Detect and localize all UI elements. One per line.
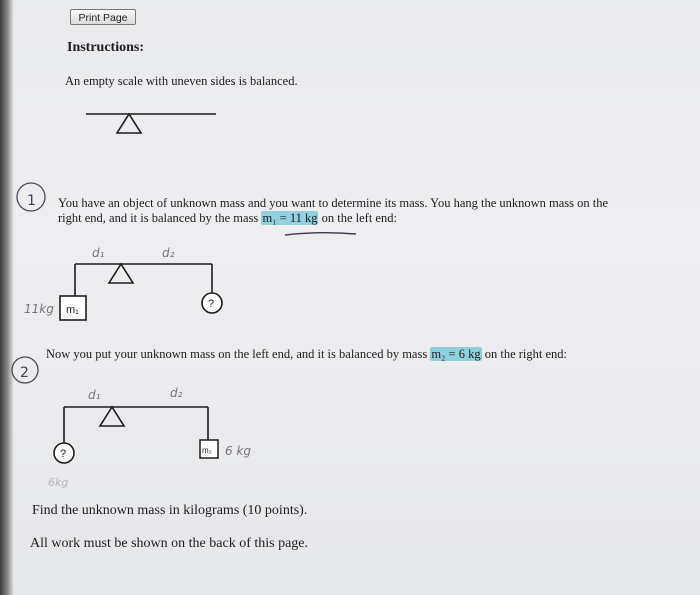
svg-text:m₂: m₂ — [202, 446, 212, 455]
find-mass-instruction: Find the unknown mass in kilograms (10 points). — [32, 503, 308, 518]
question2-text-pre: Now you put your unknown mass on the left end, and it is balanced by mass — [46, 347, 431, 361]
handwritten-number-2 — [12, 357, 38, 383]
scale1-handwritten-d1: d₁ — [92, 246, 105, 260]
question2-text-post: on the right end: — [481, 347, 567, 361]
svg-text:2: 2 — [20, 365, 29, 381]
handwritten-number-1 — [17, 183, 45, 211]
scale2-right-mass-box — [200, 440, 218, 458]
scale1-handwritten-d2: d₂ — [162, 246, 175, 260]
show-work-instruction: All work must be shown on the back of this page. — [30, 536, 309, 551]
scale2-unknown-mass-circle — [54, 443, 74, 463]
empty-scale-description: An empty scale with uneven sides is balanced. — [65, 74, 298, 88]
print-page-button[interactable]: Print Page — [70, 9, 136, 25]
scale1-diagram — [24, 246, 222, 320]
scale2-fulcrum — [100, 407, 124, 426]
scale1-unknown-mass-circle — [202, 293, 222, 313]
empty-scale-fulcrum — [117, 114, 141, 133]
question1-text-post: on the left end: — [318, 211, 397, 225]
scale2-handwritten-d1: d₁ — [88, 388, 101, 402]
question1-mass-highlight: m₁ = 11 kg — [262, 211, 318, 225]
scale1-left-mass-box — [60, 296, 86, 320]
svg-text:?: ? — [60, 448, 67, 460]
question1-text-pre: right end, and it is balanced by the mass — [58, 211, 262, 225]
scale1-fulcrum — [109, 264, 133, 283]
scale1-handwritten-mass: 11kg — [24, 302, 54, 316]
svg-text:m₁: m₁ — [66, 304, 79, 316]
question1-text-line1: You have an object of unknown mass and you want to determine its mass. You hang the unknown mass on the — [58, 196, 609, 210]
svg-text:?: ? — [208, 298, 215, 310]
scale2-handwritten-left-mass: 6kg — [48, 476, 69, 489]
question2-mass-highlight: m₂ = 6 kg — [431, 347, 481, 361]
empty-scale-diagram — [86, 114, 216, 133]
question1-underline — [285, 233, 356, 235]
scale2-handwritten-right-mass: 6 kg — [225, 444, 252, 458]
instructions-heading: Instructions: — [67, 40, 145, 55]
scale2-handwritten-d2: d₂ — [170, 386, 183, 400]
svg-text:1: 1 — [27, 193, 36, 209]
scale2-diagram — [48, 386, 251, 489]
